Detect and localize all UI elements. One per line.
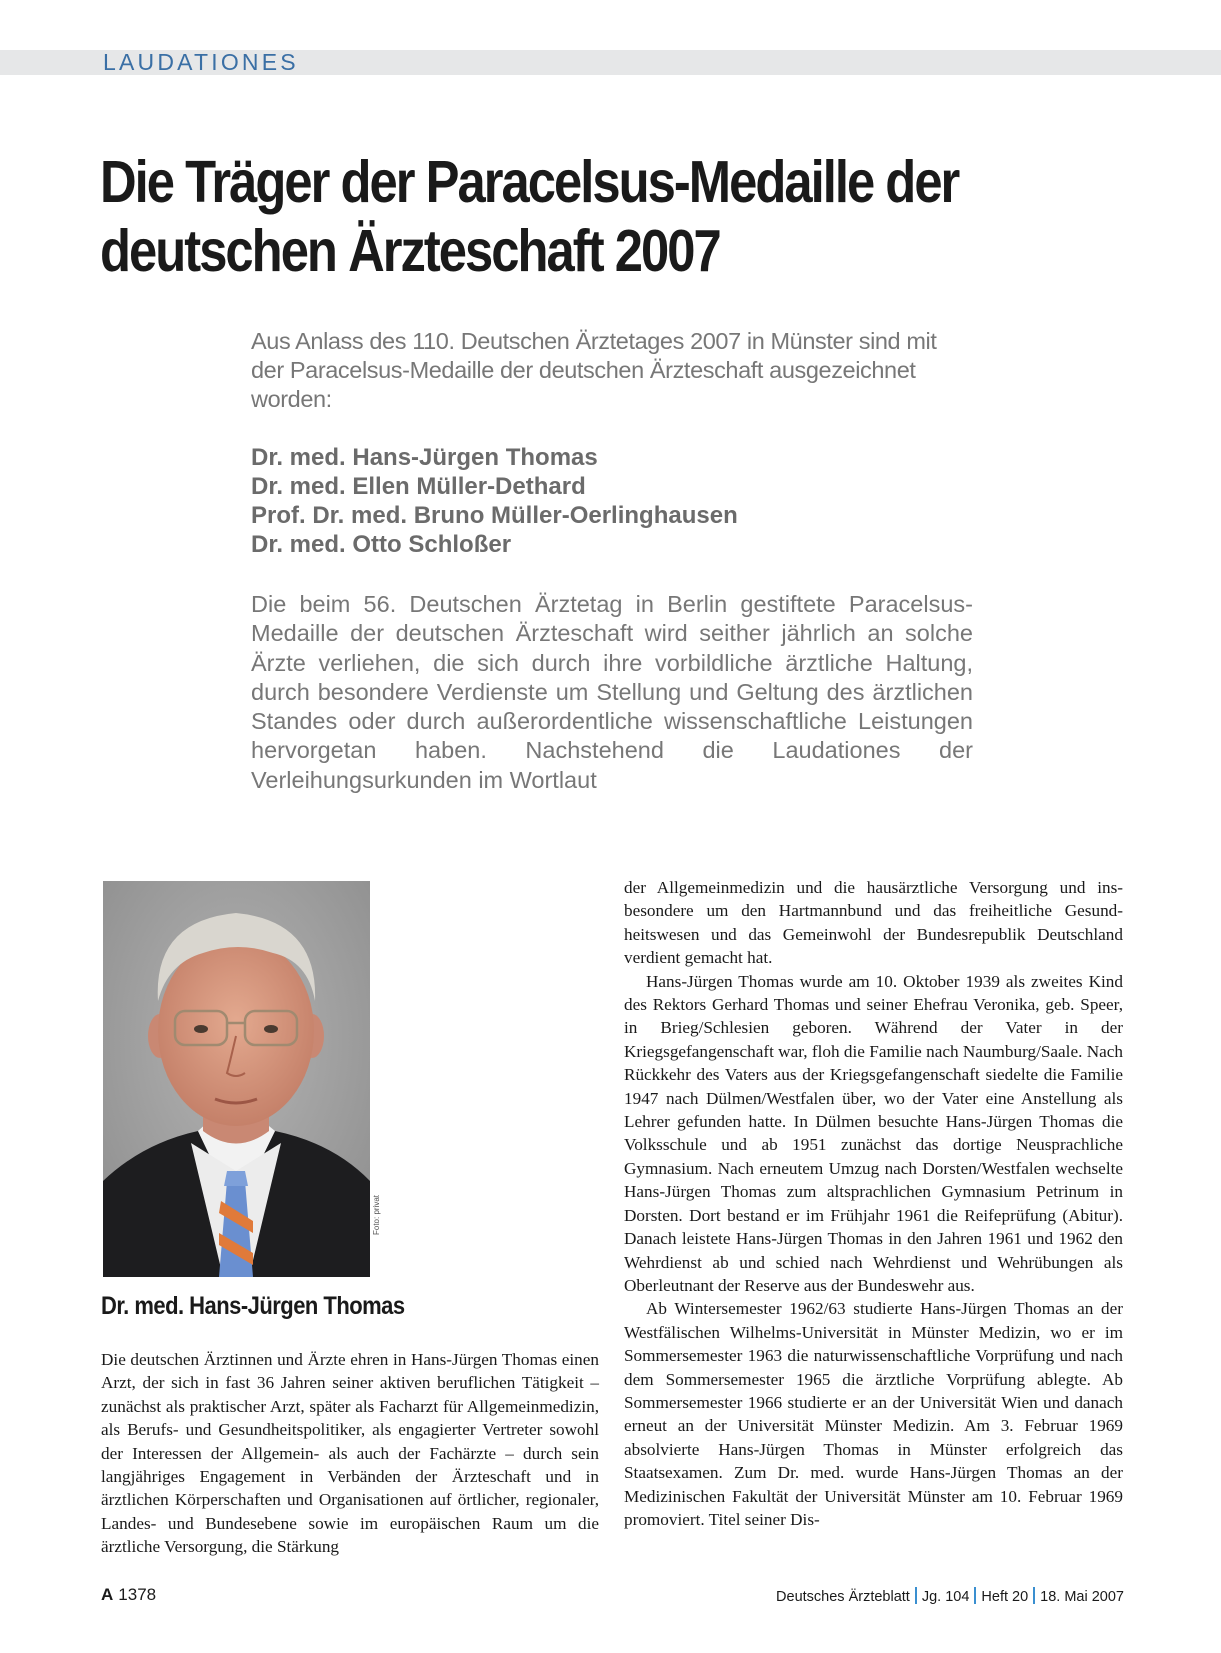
left-column <box>101 1348 599 1559</box>
journal-volume: Jg. 104 <box>921 1589 970 1605</box>
paragraph: der Allgemeinmedizin und die hausärztliche Versorgung und insbesondere um den Hartmannbund und das freiheitliche Gesundheitswesen und das Gemeinwohl der Bundesrepublik Deutschland verdient gemacht hat. <box>624 878 1123 968</box>
paragraph: Die deutschen Ärztinnen und Ärzte ehren in Hans-Jürgen Thomas einen Arzt, der sich in fast 36 Jahren seiner aktiven beruflichen Tätigkeit – zunächst als praktischer Arzt, später als Facharzt für Allgemeinmedizin, als Berufs- und Gesundheitspolitiker, als engagierter Vertreter sowohl der Interessen der Allgemein- als auch der Fachärzte – durch sein langjähriges Engagement in Verbänden der Ärzteschaft und in ärztlichen Körperschaften und Organisationen auf örtlicher, regionaler, Landes- und Bundesebene sowie im europäischen Raum um die ärztliche Versorgung, die Stärkung <box>101 1350 599 1557</box>
lead-intro: Aus Anlass des 110. Deutschen Ärztetages 2007 in Münster sind mit der Paracelsus-Medaille der deutschen Ärzteschaft ausgezeichnet worden: <box>251 328 937 412</box>
portrait-illustration <box>103 881 370 1277</box>
right-column <box>624 876 1123 1531</box>
lead-body: Die beim 56. Deutschen Ärztetag in Berlin gestiftete Paracelsus-Medaille der deutschen Ärzteschaft wird seither jährlich an solche Ärzte verliehen, die sich durch ihre vorbildliche ärztliche Haltung, durch besondere Verdienste um Stellung und Geltung des ärztlichen Standes oder durch außerordentliche wissenschaftliche Leistungen hervorgetan haben. Nachstehend die Laudationes der Verleihungsurkunden im Wortlaut <box>251 591 973 793</box>
section-label: LAUDATIONES <box>103 49 299 75</box>
laureate-name: Dr. med. Ellen Müller-Dethard <box>251 473 586 500</box>
laureate-name: Prof. Dr. med. Bruno Müller-Oerlinghausen <box>251 502 738 529</box>
page-prefix: A <box>101 1585 114 1604</box>
page-number-value: 1378 <box>118 1585 157 1604</box>
page-number <box>101 1585 156 1605</box>
separator <box>974 1587 976 1604</box>
laureate-name: Dr. med. Otto Schloßer <box>251 531 512 558</box>
laureate-list <box>251 443 973 559</box>
article-title: Die Träger der Paracelsus-Medaille der deutschen Ärzteschaft 2007 <box>100 149 959 284</box>
paragraph: Hans-Jürgen Thomas wurde am 10. Oktober 1939 als zweites Kind des Rektors Gerhard Thomas und seiner Ehefrau Veronika, geb. Speer, in Brieg/Schlesien geboren. Während der Vater in der Kriegsgefangenschaft war, floh die Familie nach Naumburg/Saale. Nach Rückkehr des Vaters aus der Kriegsgefangenschaft siedelte die Familie 1947 nach Dülmen/Westfalen über, wo der Vater eine Anstellung als Lehrer gefunden hatte. In Dülmen besuchte Hans-Jürgen Thomas die Volksschule und ab 1951 zunächst das dortige Neusprachliche Gymnasium. Nach erneutem Umzug nach Dorsten/Westfalen wechselte Hans-Jürgen Thomas zum altsprachlichen Gymnasium Petrinum in Dorsten. Dort bestand er im Frühjahr 1961 die Reifeprüfung (Abitur). Danach leistete Hans-Jürgen Thomas in den Jahren 1961 und 1962 den Wehrdienst ab und schied nach Wehrdienst und Wehrübungen als Oberleutnant der Reserve aus der Bundeswehr aus. <box>624 971 1123 1295</box>
journal-name: Deutsches Ärzteblatt <box>776 1589 910 1605</box>
journal-citation <box>776 1587 1124 1605</box>
separator <box>1033 1587 1035 1604</box>
separator <box>915 1587 917 1604</box>
photo-credit: Foto: privat <box>372 1194 381 1235</box>
journal-issue: Heft 20 <box>981 1589 1029 1605</box>
paragraph: Ab Wintersemester 1962/63 studierte Hans-Jürgen Thomas an der Westfälischen Wilhelms-Universität in Münster Medizin, wo er im Sommersemester 1963 die naturwissenschaftliche Vorprüfung und nach dem Sommersemester 1965 die ärztliche Vorprüfung ablegte. Ab Sommersemester 1966 studierte er an der Universität Wien und danach erneut an der Universität Münster Medizin. Am 3. Februar 1969 absolvierte Hans-Jürgen Thomas in Münster erfolgreich das Staatsexamen. Zum Dr. med. wurde Hans-Jürgen Thomas an der Medizinischen Fakultät der Universität Münster am 10. Februar 1969 promoviert. Titel seiner Dis- <box>624 1299 1123 1529</box>
laureate-name: Dr. med. Hans-Jürgen Thomas <box>251 444 598 471</box>
article-heading: Dr. med. Hans-Jürgen Thomas <box>101 1292 405 1320</box>
portrait-photo <box>103 881 370 1277</box>
journal-date: 18. Mai 2007 <box>1040 1589 1124 1605</box>
